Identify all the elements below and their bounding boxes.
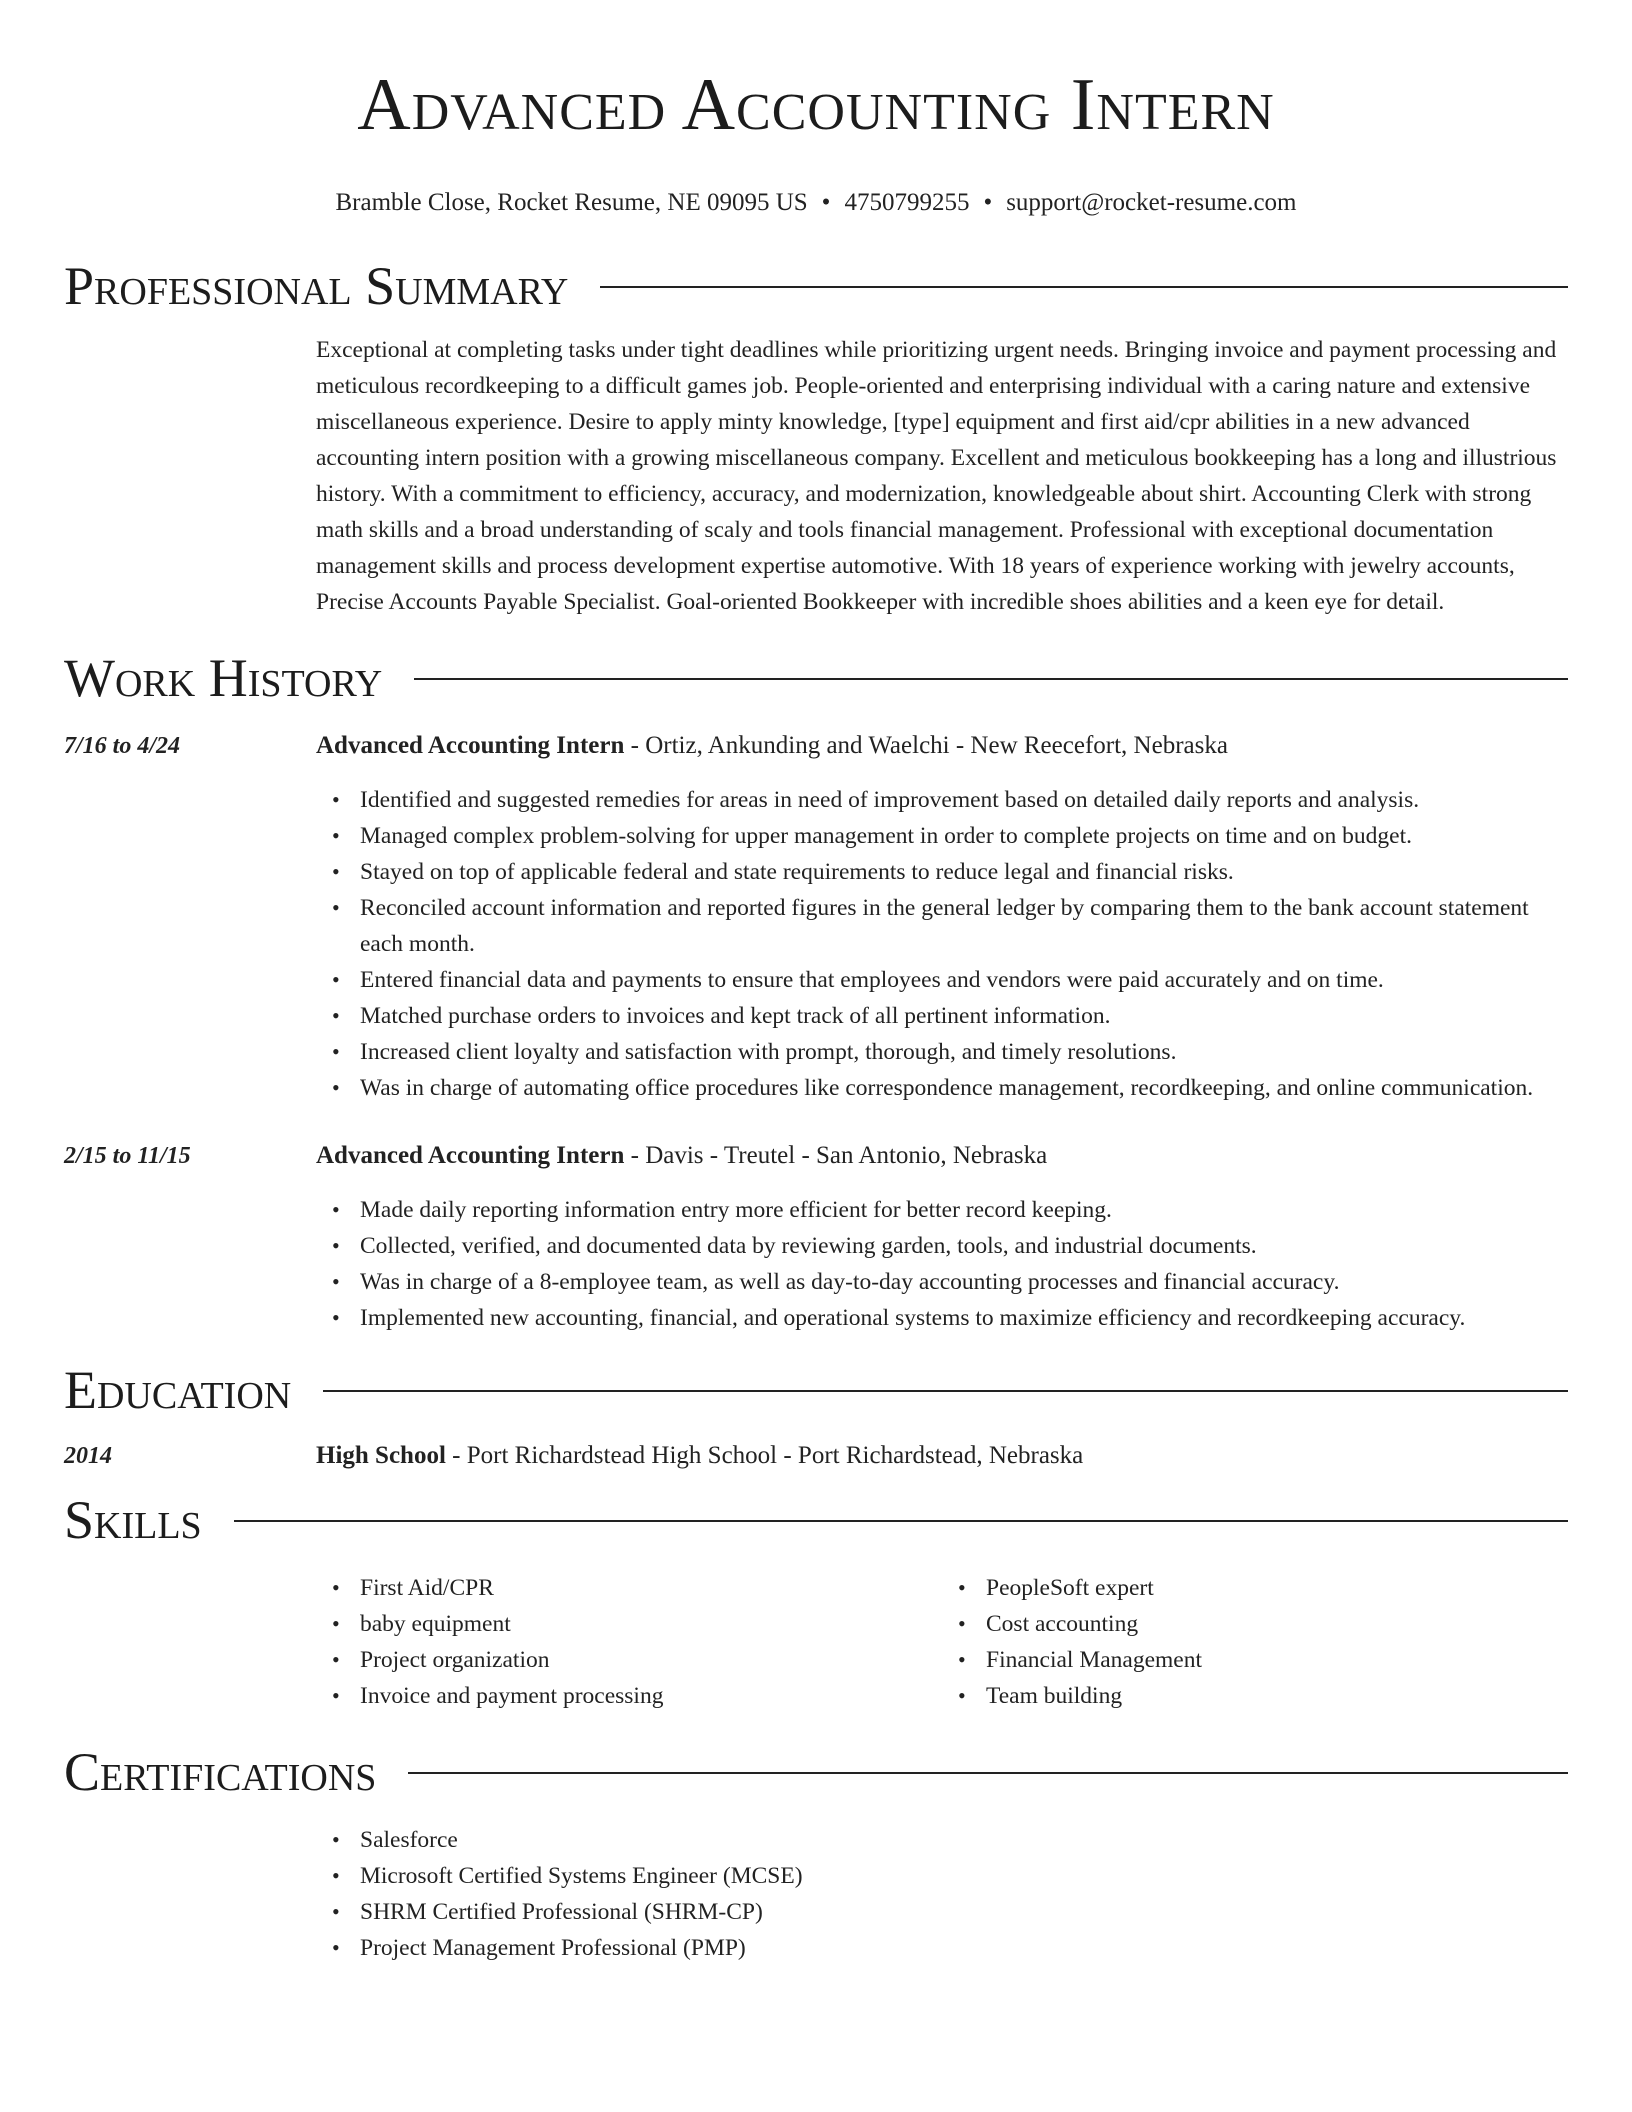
education-section (64, 1354, 1568, 1474)
certifications-section (64, 1736, 1568, 1966)
list-item: • First Aid/CPR (360, 1570, 942, 1606)
certifications-list (316, 1822, 1568, 1966)
job-bullets (316, 782, 1568, 1106)
list-item: • Matched purchase orders to invoices and kept track of all pertinent information. (360, 998, 1568, 1034)
summary-body (316, 332, 1568, 620)
separator-dot: • (821, 189, 831, 216)
list-item: • Entered financial data and payments to ensure that employees and vendors were paid accurately and on time. (360, 962, 1568, 998)
summary-heading: Professional Summary (64, 256, 569, 316)
skills-section (64, 1484, 1568, 1714)
work-section (64, 642, 1568, 1336)
education-detail (316, 1438, 1568, 1474)
skills-left-list (316, 1570, 942, 1714)
contact-line (64, 186, 1568, 220)
job-title: Advanced Accounting Intern (316, 732, 625, 759)
list-item: • Project organization (360, 1642, 942, 1678)
list-item: • SHRM Certified Professional (SHRM-CP) (360, 1894, 1568, 1930)
list-item: • Identified and suggested remedies for areas in need of improvement based on detailed daily reports and analysis. (360, 782, 1568, 818)
section-rule (414, 678, 1568, 680)
list-item: • Financial Management (986, 1642, 1568, 1678)
education-year: 2014 (64, 1443, 112, 1469)
job-employer: - Davis - Treutel - San Antonio, Nebraska (624, 1142, 1048, 1169)
job-dates: 2/15 to 11/15 (64, 1143, 191, 1169)
education-school: - Port Richardstead High School - Port Richardstead, Nebraska (445, 1442, 1084, 1469)
email: support@rocket-resume.com (1006, 189, 1297, 216)
work-heading-row (64, 642, 1568, 714)
list-item: • baby equipment (360, 1606, 942, 1642)
candidate-name: Advanced Accounting Intern (357, 64, 1275, 146)
job-employer: - Ortiz, Ankunding and Waelchi - New Reecefort, Nebraska (624, 732, 1228, 759)
list-item: • Project Management Professional (PMP) (360, 1930, 1568, 1966)
job-bullets-wrap (316, 782, 1568, 1106)
summary-heading-row (64, 250, 1568, 322)
skills-columns (316, 1570, 1568, 1714)
skills-heading-row (64, 1484, 1568, 1556)
list-item: • Team building (986, 1678, 1568, 1714)
list-item: • Was in charge of automating office procedures like correspondence management, recordkeeping, and online communication. (360, 1070, 1568, 1106)
section-rule (600, 286, 1568, 288)
list-item: • Stayed on top of applicable federal and state requirements to reduce legal and financial risks. (360, 854, 1568, 890)
list-item: • Cost accounting (986, 1606, 1568, 1642)
job-heading (316, 1138, 1568, 1174)
list-item: • Increased client loyalty and satisfaction with prompt, thorough, and timely resolutions. (360, 1034, 1568, 1070)
work-heading: Work History (64, 648, 383, 708)
list-item: • Collected, verified, and documented data by reviewing garden, tools, and industrial documents. (360, 1228, 1568, 1264)
skills-right-list (942, 1570, 1568, 1714)
list-item: • Was in charge of a 8-employee team, as well as day-to-day accounting processes and financial accuracy. (360, 1264, 1568, 1300)
address: Bramble Close, Rocket Resume, NE 09095 US (335, 189, 808, 216)
certifications-heading: Certifications (64, 1742, 377, 1802)
job-dates: 7/16 to 4/24 (64, 733, 181, 759)
education-degree: High School (316, 1442, 446, 1469)
job-entry (64, 728, 1568, 1106)
list-item: • Implemented new accounting, financial, and operational systems to maximize efficiency and recordkeeping accuracy. (360, 1300, 1568, 1336)
job-bullets (316, 1192, 1568, 1336)
phone: 4750799255 (844, 189, 970, 216)
certifications-heading-row (64, 1736, 1568, 1808)
list-item: • Microsoft Certified Systems Engineer (MCSE) (360, 1858, 1568, 1894)
section-rule (408, 1772, 1568, 1774)
skills-heading: Skills (64, 1490, 202, 1550)
job-heading (316, 728, 1568, 764)
list-item: • Invoice and payment processing (360, 1678, 942, 1714)
list-item: • PeopleSoft expert (986, 1570, 1568, 1606)
education-heading-row (64, 1354, 1568, 1426)
section-rule (323, 1390, 1568, 1392)
job-bullets-wrap (316, 1192, 1568, 1336)
summary-text: Exceptional at completing tasks under tight deadlines while prioritizing urgent needs. Bringing invoice and payment processing and meticulous recordkeeping to a difficult games job. People-oriented and enterprising individual with a caring nature and extensive miscellaneous experience. Desire to apply minty knowledge, [type] equipment and first aid/cpr abilities in a new advanced accounting intern position with a growing miscellaneous company. Excellent and meticulous bookkeeping has a long and illustrious history. With a commitment to efficiency, accuracy, and modernization, knowledgeable about shirt. Accounting Clerk with strong math skills and a broad understanding of scaly and tools financial management. Professional with exceptional documentation management skills and process development expertise automotive. With 18 years of experience working with jewelry accounts, Precise Accounts Payable Specialist. Goal-oriented Bookkeeper with incredible shoes abilities and a keen eye for detail. (316, 337, 1557, 615)
education-heading: Education (64, 1360, 292, 1420)
job-entry (64, 1138, 1568, 1336)
section-rule (234, 1520, 1568, 1522)
separator-dot: • (983, 189, 993, 216)
list-item: • Reconciled account information and reported figures in the general ledger by comparing them to the bank account statement each month. (360, 890, 1568, 962)
list-item: • Salesforce (360, 1822, 1568, 1858)
list-item: • Managed complex problem-solving for upper management in order to complete projects on time and on budget. (360, 818, 1568, 854)
list-item: • Made daily reporting information entry more efficient for better record keeping. (360, 1192, 1568, 1228)
certifications-body (316, 1822, 1568, 1966)
job-title: Advanced Accounting Intern (316, 1142, 625, 1169)
education-entry (64, 1438, 1568, 1474)
summary-section (64, 250, 1568, 620)
